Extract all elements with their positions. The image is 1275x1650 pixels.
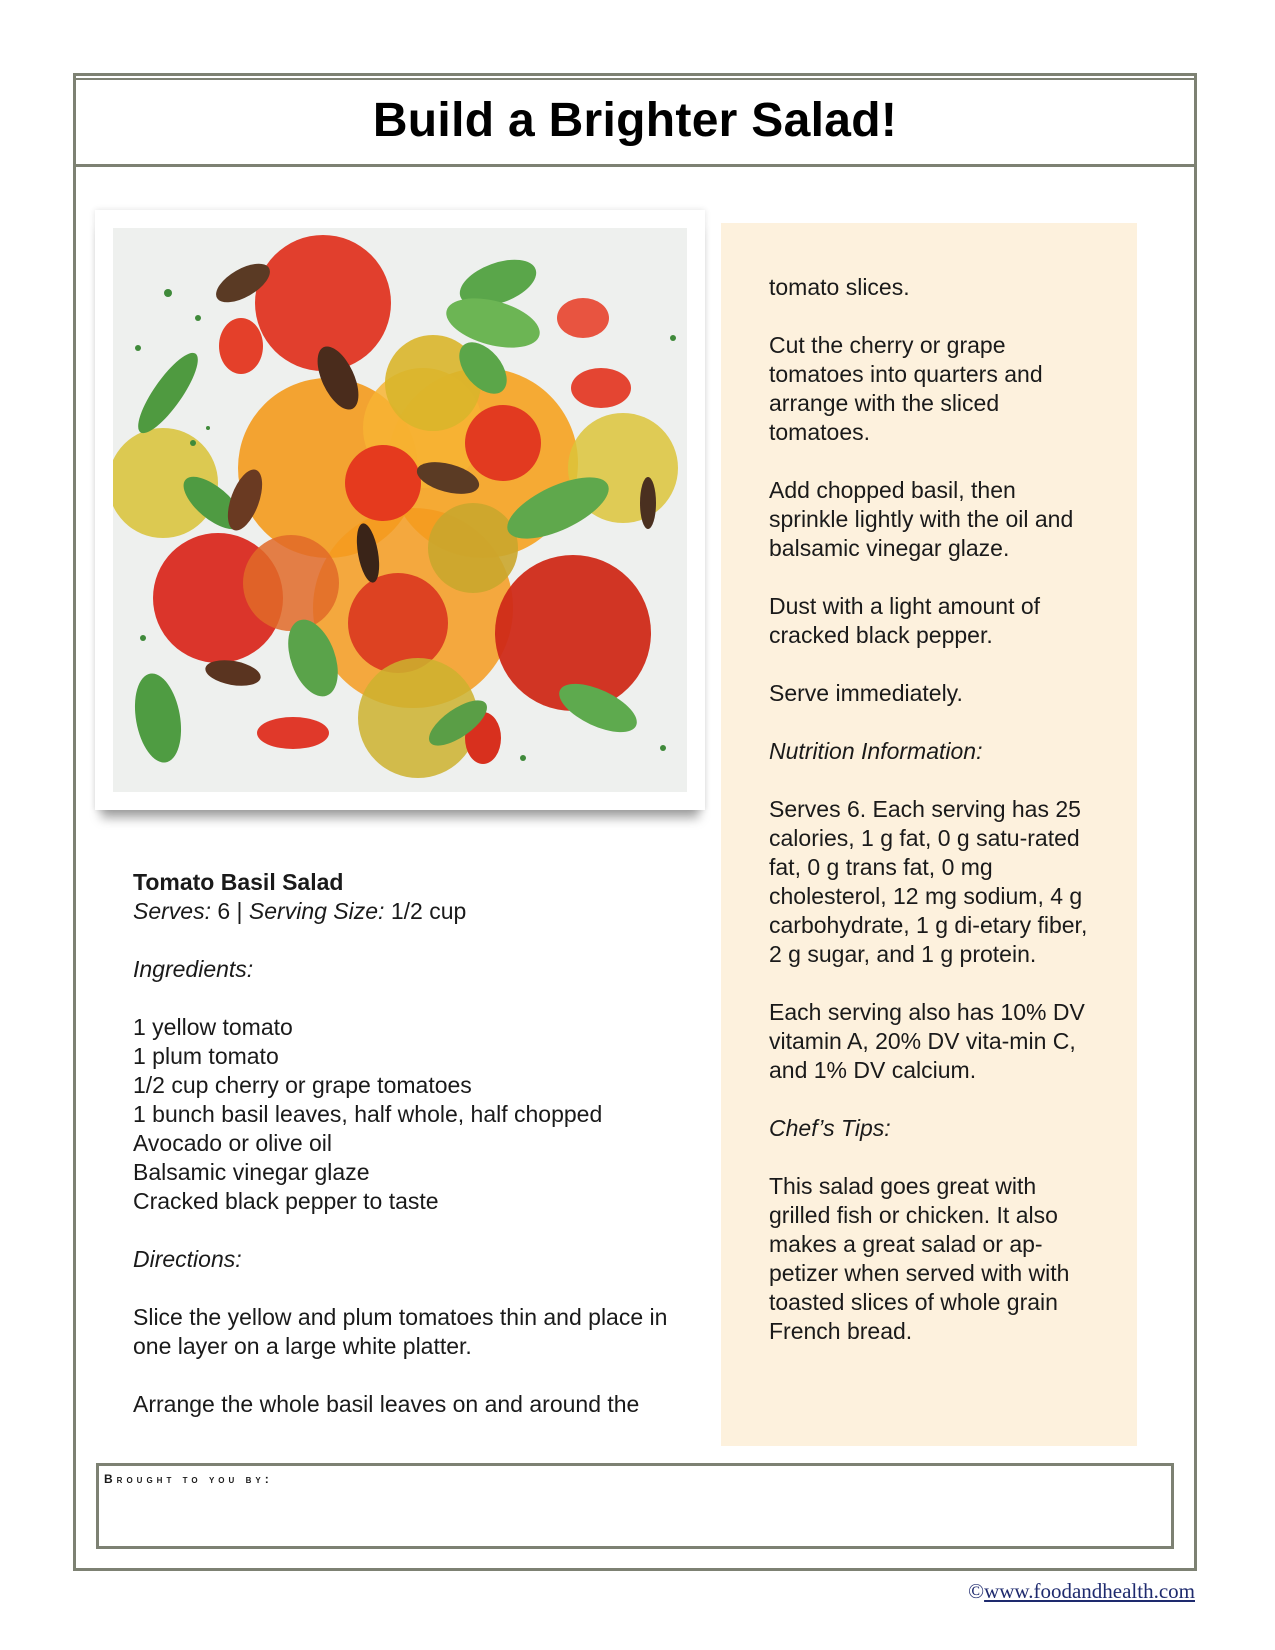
sponsor-label: Brought to you by: [104, 1472, 273, 1486]
serving-size-value: 1/2 cup [384, 898, 467, 924]
ingredient-item: 1 plum tomato [133, 1043, 279, 1069]
copyright-symbol: © [968, 1579, 985, 1603]
ingredient-item: Balsamic vinegar glaze [133, 1159, 370, 1185]
recipe-right-column [769, 273, 1099, 1346]
direction-step: Dust with a light amount of cracked black pepper. [769, 593, 1041, 648]
ingredient-item: 1/2 cup cherry or grape tomatoes [133, 1072, 472, 1098]
serving-size-label: Serving Size: [248, 898, 385, 924]
direction-step: Slice the yellow and plum tomatoes thin and place in one layer on a large white platter. [133, 1304, 668, 1359]
direction-step: Add chopped basil, then sprinkle lightly with the oil and balsamic vinegar glaze. [769, 477, 1074, 561]
page-title: Build a Brighter Salad! [372, 94, 898, 147]
ingredient-item: Avocado or olive oil [133, 1130, 333, 1156]
website-link[interactable]: www.foodandhealth.com [984, 1579, 1195, 1603]
direction-step: Serve immediately. [769, 680, 963, 706]
nutrition-text: Each serving also has 10% DV vitamin A, 20% DV vita-min C, and 1% DV calcium. [769, 999, 1085, 1083]
direction-step: Cut the cherry or grape tomatoes into quarters and arrange with the sliced tomatoes. [769, 332, 1043, 445]
nutrition-text: Serves 6. Each serving has 25 calories, 1 g fat, 0 g satu-rated fat, 0 g trans fat, 0 mg cholesterol, 12 mg sodium, 4 g carbohydrate, 1 g di-etary fiber, 2 g sugar, and 1 g protein. [769, 796, 1088, 967]
direction-step: Arrange the whole basil leaves on and around the [133, 1391, 640, 1417]
copyright-line [968, 1579, 1195, 1604]
serves-label: Serves: [133, 898, 211, 924]
chef-tips-text: This salad goes great with grilled fish or chicken. It also makes a great salad or ap-petizer when served with with toasted slices of whole grain French bread. [769, 1173, 1070, 1344]
serves-value: 6 | [210, 898, 249, 924]
directions-heading: Directions: [133, 1246, 242, 1272]
sponsor-box [96, 1463, 1174, 1549]
recipe-left-column [133, 868, 703, 1419]
chef-tips-heading: Chef’s Tips: [769, 1115, 891, 1141]
nutrition-heading: Nutrition Information: [769, 738, 983, 764]
recipe-title: Tomato Basil Salad [133, 869, 344, 895]
frame-top-line [73, 78, 1197, 80]
ingredients-heading: Ingredients: [133, 956, 254, 982]
direction-step: tomato slices. [769, 274, 910, 300]
salad-photo [113, 228, 687, 792]
ingredient-item: 1 bunch basil leaves, half whole, half chopped [133, 1101, 603, 1127]
title-divider [73, 164, 1197, 167]
serving-info [133, 897, 703, 926]
ingredient-item: 1 yellow tomato [133, 1014, 293, 1040]
ingredient-item: Cracked black pepper to taste [133, 1188, 439, 1214]
tomato-salad-illustration [113, 228, 687, 792]
salad-photo-frame [95, 210, 705, 810]
